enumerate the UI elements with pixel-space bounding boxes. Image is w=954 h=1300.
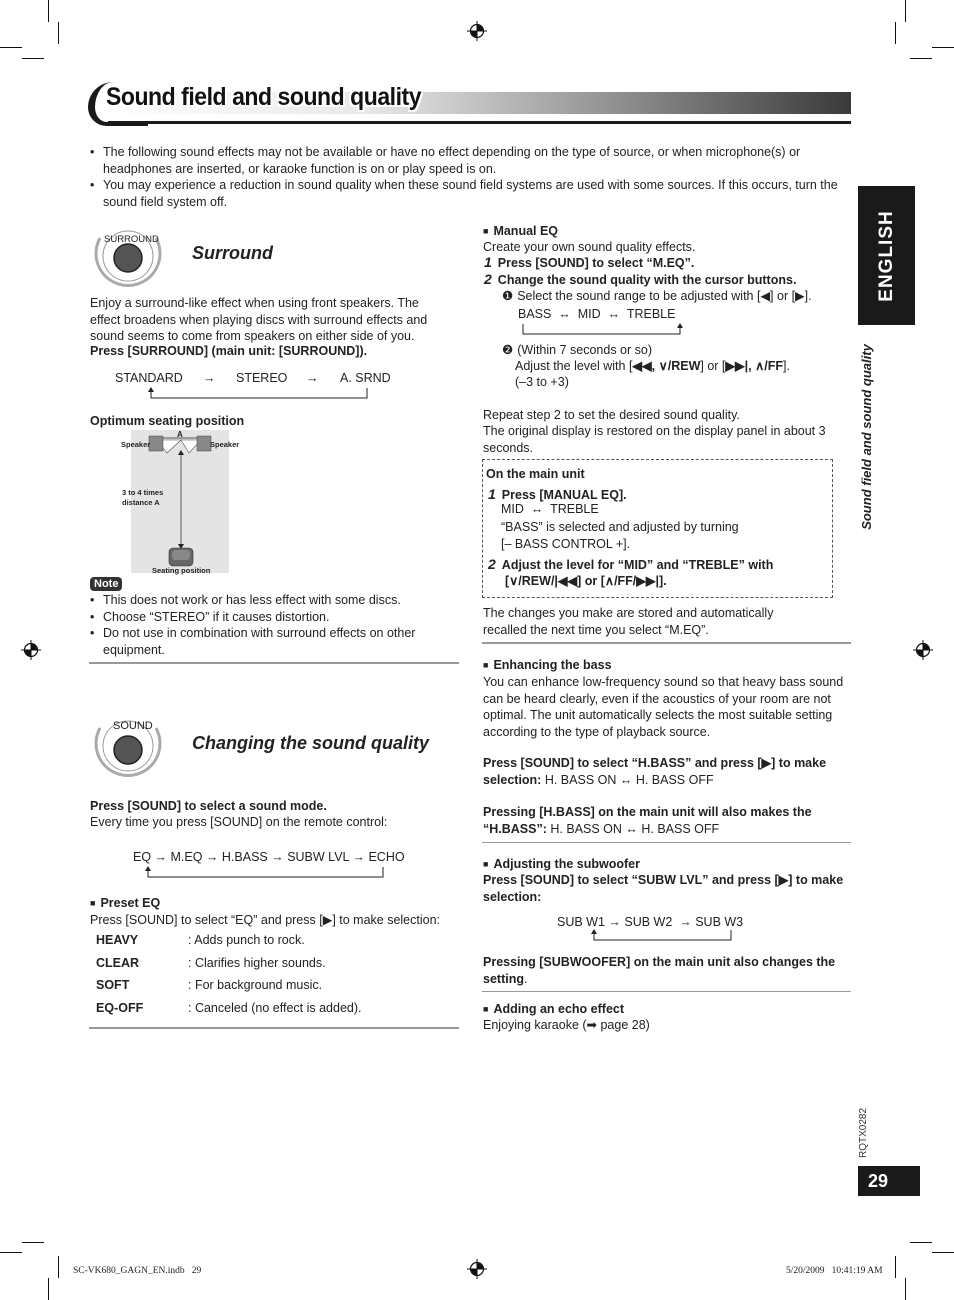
subwoofer-heading: ■ Adjusting the subwoofer (483, 856, 640, 874)
loop-return-arrow (589, 928, 735, 942)
preset-name: EQ-OFF (96, 1000, 144, 1015)
crop-mark (58, 22, 59, 44)
sound-mode-flow: EQ → M.EQ → H.BASS → SUBW LVL → ECHO (133, 850, 405, 864)
crop-mark (58, 1256, 59, 1278)
step-text: Change the sound quality with the cursor buttons. (497, 273, 797, 287)
sound-instruction: Press [SOUND] to select a sound mode. (90, 799, 327, 813)
crop-mark (932, 1252, 954, 1253)
crop-mark (910, 1242, 932, 1243)
bass-control-note: [– BASS CONTROL +]. (501, 537, 631, 551)
note-item: • Do not use in combination with surround effects on other equipment. (89, 625, 439, 658)
registration-mark-icon (913, 640, 933, 660)
note-badge: Note (90, 577, 122, 591)
manual-eq-intro: Create your own sound quality effects. (483, 240, 696, 254)
preset-name: SOFT (96, 978, 130, 992)
table-row (96, 955, 362, 978)
bass-body: You can enhance low-frequency sound so that heavy bass sound can be heard clearly, even if the acoustics of your room are not optimal. The unit automatically selects the most suitable setting according to the type of playback source. (483, 675, 844, 739)
note-end: . (523, 971, 528, 986)
echo-heading: ■ Adding an echo effect (483, 1001, 624, 1019)
echo-body: Enjoying karaoke (➡ page 28) (483, 1018, 650, 1032)
instruction-bold: Pressing [H.BASS] on the main unit will also makes the “H.BASS”: (483, 805, 812, 836)
surround-mode-2: STEREO (236, 371, 288, 385)
text-fragment: ] or [ (700, 359, 726, 373)
sound-instruction-sub: Every time you press [SOUND] on the remote control: (90, 815, 388, 829)
language-tab (858, 186, 915, 325)
restore-note: The original display is restored on the display panel in about 3 seconds. (483, 424, 826, 455)
section-divider (89, 662, 459, 664)
step-number: 2 (488, 556, 496, 572)
page-title: Sound field and sound quality (106, 83, 422, 111)
bass-instruction (483, 755, 851, 788)
note-item: • This does not work or has less effect with some discs. (89, 592, 451, 609)
note-item: • Choose “STEREO” if it causes distortion. (89, 609, 451, 626)
step-text: Adjust the level for “MID” and “TREBLE” with (501, 558, 774, 572)
crop-mark (0, 1252, 22, 1253)
step-number: 1 (488, 486, 496, 502)
loop-return-arrow (518, 322, 683, 336)
range-flow: BASS ↔ MID ↔ TREBLE (518, 307, 676, 321)
surround-instruction: Press [SURROUND] (main unit: [SURROUND]). (90, 344, 368, 358)
title-underline (108, 121, 851, 124)
preset-eq-heading: ■ Preset EQ (90, 895, 160, 913)
section-divider (482, 642, 851, 644)
surround-heading: Surround (192, 243, 273, 263)
manual-eq-step2 (484, 271, 796, 289)
text-fragment: ]. (782, 359, 790, 373)
manual-eq-level-instruction (515, 358, 790, 375)
instruction-options: H. BASS ON ↔ H. BASS OFF (546, 821, 720, 836)
crop-mark (932, 47, 954, 48)
title-banner (88, 80, 851, 126)
arrow-right-icon: → (306, 371, 319, 385)
ff-button-label: ▶▶|, ∧/FF (725, 359, 783, 373)
preset-eq-table (96, 932, 362, 1022)
preset-name: CLEAR (96, 955, 140, 970)
step-text: Press [SOUND] to select “M.EQ”. (497, 256, 695, 270)
preset-desc: : For background music. (188, 978, 323, 992)
speaker-left-label: Speaker (121, 440, 151, 449)
language-label: ENGLISH (875, 209, 897, 302)
sub-text: Select the sound range to be adjusted with [◀] or [▶]. (517, 289, 812, 303)
preset-name: HEAVY (96, 933, 139, 947)
seating-position-label: Seating position (152, 566, 211, 575)
main-unit-step2 (488, 556, 773, 574)
crop-mark (48, 0, 49, 22)
crop-mark (895, 1256, 896, 1278)
sub-number: ❷ (502, 343, 514, 357)
sound-quality-heading: Changing the sound quality (192, 733, 429, 753)
registration-mark-icon (467, 1259, 487, 1279)
step-text: Press [MANUAL EQ]. (501, 488, 627, 502)
bass-main-unit-instruction (483, 804, 851, 837)
crop-mark (48, 1278, 49, 1300)
crop-mark (905, 1278, 906, 1300)
table-row (96, 932, 362, 955)
text-fragment: Adjust the level with [ (515, 359, 633, 373)
intro-bullet: • You may experience a reduction in sound quality when these sound field systems are used with some sources. If this occurs, turn the sound field system off. (89, 177, 851, 210)
preset-desc: : Adds punch to rock. (188, 933, 305, 947)
manual-eq-sub1 (502, 288, 812, 305)
main-unit-heading: On the main unit (486, 467, 585, 481)
surround-mode-3: A. SRND (340, 371, 391, 385)
subwoofer-instruction: Press [SOUND] to select “SUBW LVL” and press [▶] to make selection: (483, 873, 844, 904)
footer-timestamp: 5/20/2009 10:41:19 AM (786, 1266, 883, 1276)
section-divider (482, 842, 851, 843)
subwoofer-note (483, 954, 851, 987)
sub-text: (Within 7 seconds or so) (517, 343, 652, 357)
manual-eq-step1 (484, 254, 694, 272)
registration-mark-icon (467, 21, 487, 41)
table-row (96, 1000, 362, 1023)
bass-heading: ■ Enhancing the bass (483, 657, 612, 675)
section-divider (482, 991, 851, 992)
crop-mark (895, 22, 896, 44)
page-number: 29 (858, 1166, 920, 1196)
crop-mark (22, 1242, 44, 1243)
surround-body: Enjoy a surround-like effect when using front speakers. The effect broadens when playing discs with surround effects and sound seems to come from speakers on either side of you. (90, 296, 428, 343)
sub-number: ❶ (502, 289, 514, 303)
surround-knob-label: SURROUND (104, 234, 159, 245)
subwoofer-flow: SUB W1 → SUB W2 → SUB W3 (557, 915, 744, 929)
table-row (96, 977, 362, 1000)
sound-knob-icon (92, 708, 164, 780)
main-unit-flow: MID ↔ TREBLE (501, 502, 599, 516)
crop-mark (0, 47, 22, 48)
instruction-options: H. BASS ON ↔ H. BASS OFF (541, 772, 714, 787)
note-bold: Pressing [SUBWOOFER] on the main unit also changes the setting (483, 955, 836, 986)
manual-eq-heading: ■ Manual EQ (483, 223, 558, 241)
section-side-title: Sound field and sound quality (858, 344, 874, 530)
surround-mode-1: STANDARD (115, 371, 183, 385)
loop-return-arrow (145, 386, 370, 400)
seating-heading: Optimum seating position (90, 414, 245, 428)
document-code: RQTX0282 (857, 1107, 869, 1159)
distance-a-label: A (177, 430, 183, 439)
intro-bullet: • The following sound effects may not be available or have no effect depending on the type of source, or when microphone(s) or headphones are inserted, or karaoke function is on or play speed is on. (89, 144, 851, 177)
bass-control-note: “BASS” is selected and adjusted by turning (501, 520, 739, 534)
step-number: 1 (484, 254, 492, 270)
sound-knob-label: SOUND (113, 720, 153, 732)
level-range: (–3 to +3) (515, 375, 569, 389)
stored-note: recalled the next time you select “M.EQ”. (483, 623, 709, 637)
crop-mark (905, 0, 906, 22)
distance-label-line2: distance A (122, 498, 160, 507)
repeat-note: Repeat step 2 to set the desired sound quality. (483, 408, 740, 422)
speaker-right-label: Speaker (210, 440, 240, 449)
seating-diagram (121, 430, 240, 575)
section-divider (89, 1027, 459, 1029)
crop-mark (910, 58, 932, 59)
step-number: 2 (484, 271, 492, 287)
main-unit-step2-buttons: [∨/REW/|◀◀] or [∧/FF/▶▶|]. (505, 574, 667, 588)
footer-file: SC-VK680_GAGN_EN.indb 29 (73, 1266, 202, 1276)
preset-desc: : Clarifies higher sounds. (188, 955, 326, 970)
instruction-bold: Press [SOUND] to select “H.BASS” and press [▶] to make selection: (483, 756, 827, 787)
preset-desc: : Canceled (no effect is added). (188, 1000, 362, 1015)
stored-note: The changes you make are stored and automatically (483, 606, 774, 620)
arrow-right-icon: → (203, 371, 216, 385)
loop-return-arrow (143, 865, 386, 879)
manual-eq-sub2 (502, 342, 652, 359)
surround-knob-icon (92, 218, 164, 290)
distance-label-line1: 3 to 4 times (122, 488, 164, 497)
preset-eq-intro: Press [SOUND] to select “EQ” and press [▶] to make selection: (90, 913, 441, 927)
registration-mark-icon (21, 640, 41, 660)
rew-button-label: ◀◀, ∨/REW (632, 359, 701, 373)
crop-mark (22, 58, 44, 59)
